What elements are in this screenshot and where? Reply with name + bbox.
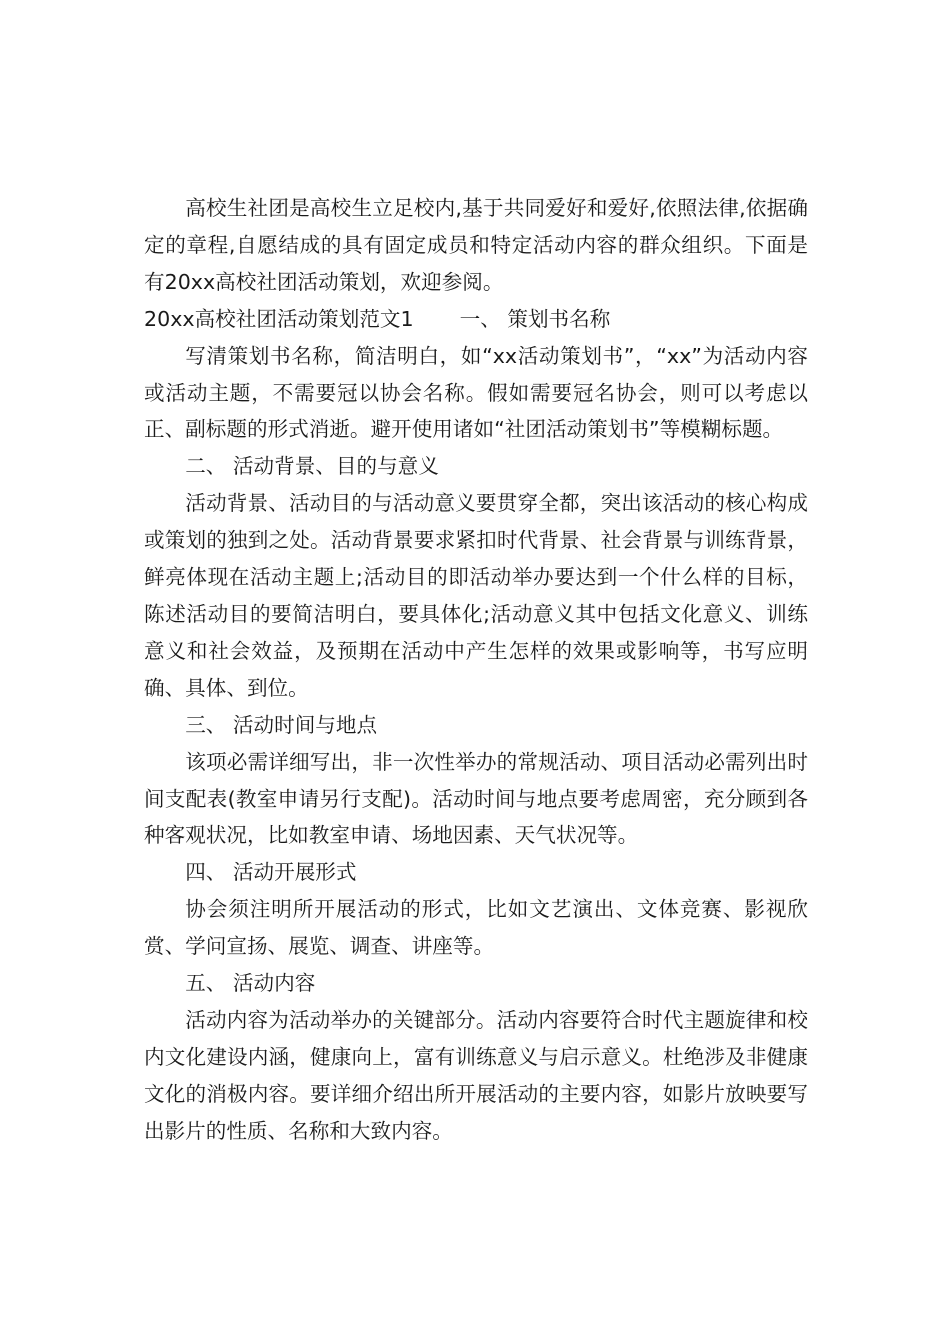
intro-paragraph: 高校生社团是高校生立足校内,基于共同爱好和爱好,依照法律,依据确定的章程,自愿结成的具有固定成员和特定活动内容的群众组织。下面是有20xx高校社团活动策划，欢迎参阅。: [144, 196, 808, 294]
paragraph-5: 活动内容为活动举办的关键部分。活动内容要符合时代主题旋律和校内文化建设内涵，健康向上，富有训练意义与启示意义。杜绝涉及非健康文化的消极内容。要详细介绍出所开展活动的主要内容，如影片放映要写出影片的性质、名称和大致内容。: [144, 1007, 808, 1143]
paragraph-2: 活动背景、活动目的与活动意义要贯穿全都，突出该活动的核心构成或策划的独到之处。活动背景要求紧扣时代背景、社会背景与训练背景，鲜亮体现在活动主题上;活动目的即活动举办要达到一个什么样的目标，陈述活动目的要简洁明白，要具体化;活动意义其中包括文化意义、训练意义和社会效益，及预期在活动中产生怎样的效果或影响等，书写应明确、具体、到位。: [144, 491, 808, 700]
document-title: 20xx高校社团活动策划范文1: [144, 306, 414, 331]
section-heading-3: 三、 活动时间与地点: [185, 712, 378, 737]
paragraph-1: 写清策划书名称，简洁明白，如“xx活动策划书”，“xx”为活动内容或活动主题，不需要冠以协会名称。假如需要冠名协会，则可以考虑以正、副标题的形式消逝。避开使用诸如“社团活动策划书”等模糊标题。: [144, 343, 808, 442]
section-heading-4: 四、 活动开展形式: [185, 860, 357, 885]
title-line: [144, 301, 808, 338]
paragraph-4: 协会须注明所开展活动的形式，比如文艺演出、文体竞赛、影视欣赏、学问宣扬、展览、调查、讲座等。: [144, 897, 808, 959]
section-heading-5: 五、 活动内容: [185, 971, 316, 996]
paragraph-3: 该项必需详细写出，非一次性举办的常规活动、项目活动必需列出时间支配表(教室申请另行支配)。活动时间与地点要考虑周密，充分顾到各种客观状况，比如教室申请、场地因素、天气状况等。: [144, 749, 808, 848]
document-body: [144, 190, 808, 1150]
section-heading-2: 二、 活动背景、目的与意义: [185, 454, 439, 479]
section-heading-1: 一、 策划书名称: [459, 306, 611, 331]
